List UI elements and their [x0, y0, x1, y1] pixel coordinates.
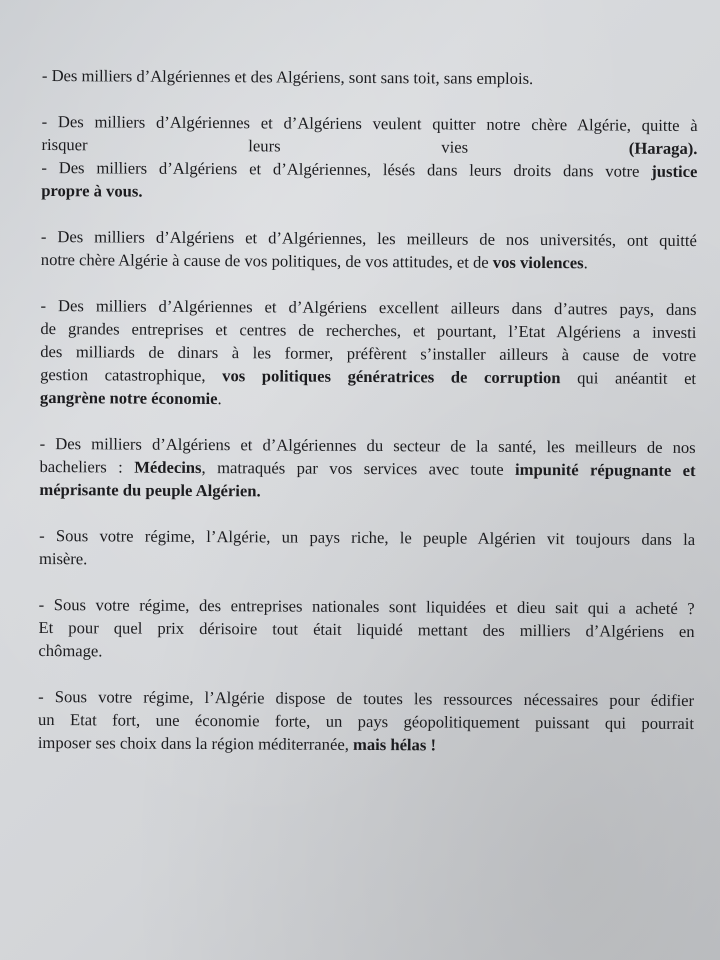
- text-segment: - Des milliers d’Algériens et d’Algériennes, les meilleurs de nos universités, ont quitté: [40, 226, 697, 251]
- text-segment: bacheliers :: [39, 456, 135, 477]
- text-line: [41, 248, 697, 275]
- text-segment: - Sous votre régime, l’Algérie, un pays riche, le peuple Algérien vit toujours dans la: [39, 525, 696, 549]
- text-segment: un Etat fort, une économie forte, un pays géopolitiquement puissant qui pourrait: [37, 709, 695, 733]
- bold-phrase: (Haraga).: [628, 138, 698, 159]
- paragraph: [38, 593, 694, 666]
- bold-phrase: mais hélas !: [352, 734, 437, 755]
- text-segment: de grandes entreprises et centres de recherches, et pourtant, l’Etat Algériens a investi: [40, 318, 697, 343]
- text-segment: - Des milliers d’Algériennes et d’Algériens excellent ailleurs dans d’autres pays, dans: [40, 295, 697, 320]
- text-line: [40, 386, 696, 413]
- text-line: [38, 616, 694, 643]
- bold-phrase: méprisante du peuple Algérien.: [39, 479, 261, 501]
- paragraph: [39, 524, 695, 574]
- text-line: [39, 478, 695, 505]
- bold-phrase: justice: [651, 161, 698, 182]
- bold-phrase: vos violences: [492, 252, 584, 273]
- text-line: [38, 639, 694, 666]
- paragraph: [40, 294, 697, 413]
- text-segment: chômage.: [38, 640, 103, 661]
- text-segment: notre chère Algérie à cause de vos politiques, de vos attitudes, et de: [40, 249, 493, 272]
- text-segment: - Sous votre régime, l’Algérie dispose de toutes les ressources nécessaires pour édifier: [38, 686, 695, 710]
- paragraph: [41, 110, 698, 206]
- text-line: [39, 547, 695, 574]
- paragraph: [42, 64, 698, 91]
- text-segment: qui anéantit et: [560, 368, 697, 389]
- text-segment: - Sous votre régime, des entreprises nationales sont liquidées et dieu sait qui a acheté ?: [38, 594, 695, 618]
- bold-phrase: propre à vous.: [41, 180, 143, 201]
- paragraph: [41, 225, 697, 275]
- text-segment: - Des milliers d’Algériennes et des Algériens, sont sans toit, sans emplois.: [41, 65, 534, 89]
- text-segment: risquer leurs vies: [41, 134, 629, 158]
- text-line: [39, 524, 695, 551]
- text-segment: des milliards de dinars à les former, préfèrent s’installer ailleurs à cause de votre: [40, 341, 697, 366]
- text-line: [41, 179, 697, 206]
- bold-phrase: Médecins: [134, 457, 202, 477]
- text-segment: , matraqués par vos services avec toute: [201, 457, 516, 479]
- text-line: [42, 64, 698, 91]
- paragraph: [39, 432, 695, 505]
- text-segment: - Des milliers d’Algériens et d’Algériennes, lésés dans leurs droits dans votre: [41, 157, 652, 181]
- bold-phrase: vos politiques génératrices de corruption: [222, 366, 561, 388]
- bold-phrase: gangrène notre économie: [39, 387, 218, 409]
- letter-body: [38, 64, 698, 781]
- text-segment: .: [583, 253, 588, 273]
- text-segment: .: [217, 389, 222, 409]
- text-segment: misère.: [38, 548, 88, 569]
- paragraph: [38, 685, 694, 758]
- text-line: [38, 731, 694, 758]
- text-segment: Et pour quel prix dérisoire tout était liquidé mettant des milliers d’Algériens en: [38, 617, 695, 641]
- text-segment: imposer ses choix dans la région méditerranée,: [37, 732, 354, 754]
- text-segment: - Des milliers d’Algériennes et d’Algériens veulent quitter notre chère Algérie, quitte à: [41, 111, 698, 136]
- text-segment: gestion catastrophique,: [40, 364, 223, 386]
- bold-phrase: impunité répugnante et: [514, 459, 696, 480]
- text-segment: - Des milliers d’Algériens et d’Algériennes du secteur de la santé, les meilleurs de nos: [39, 433, 696, 457]
